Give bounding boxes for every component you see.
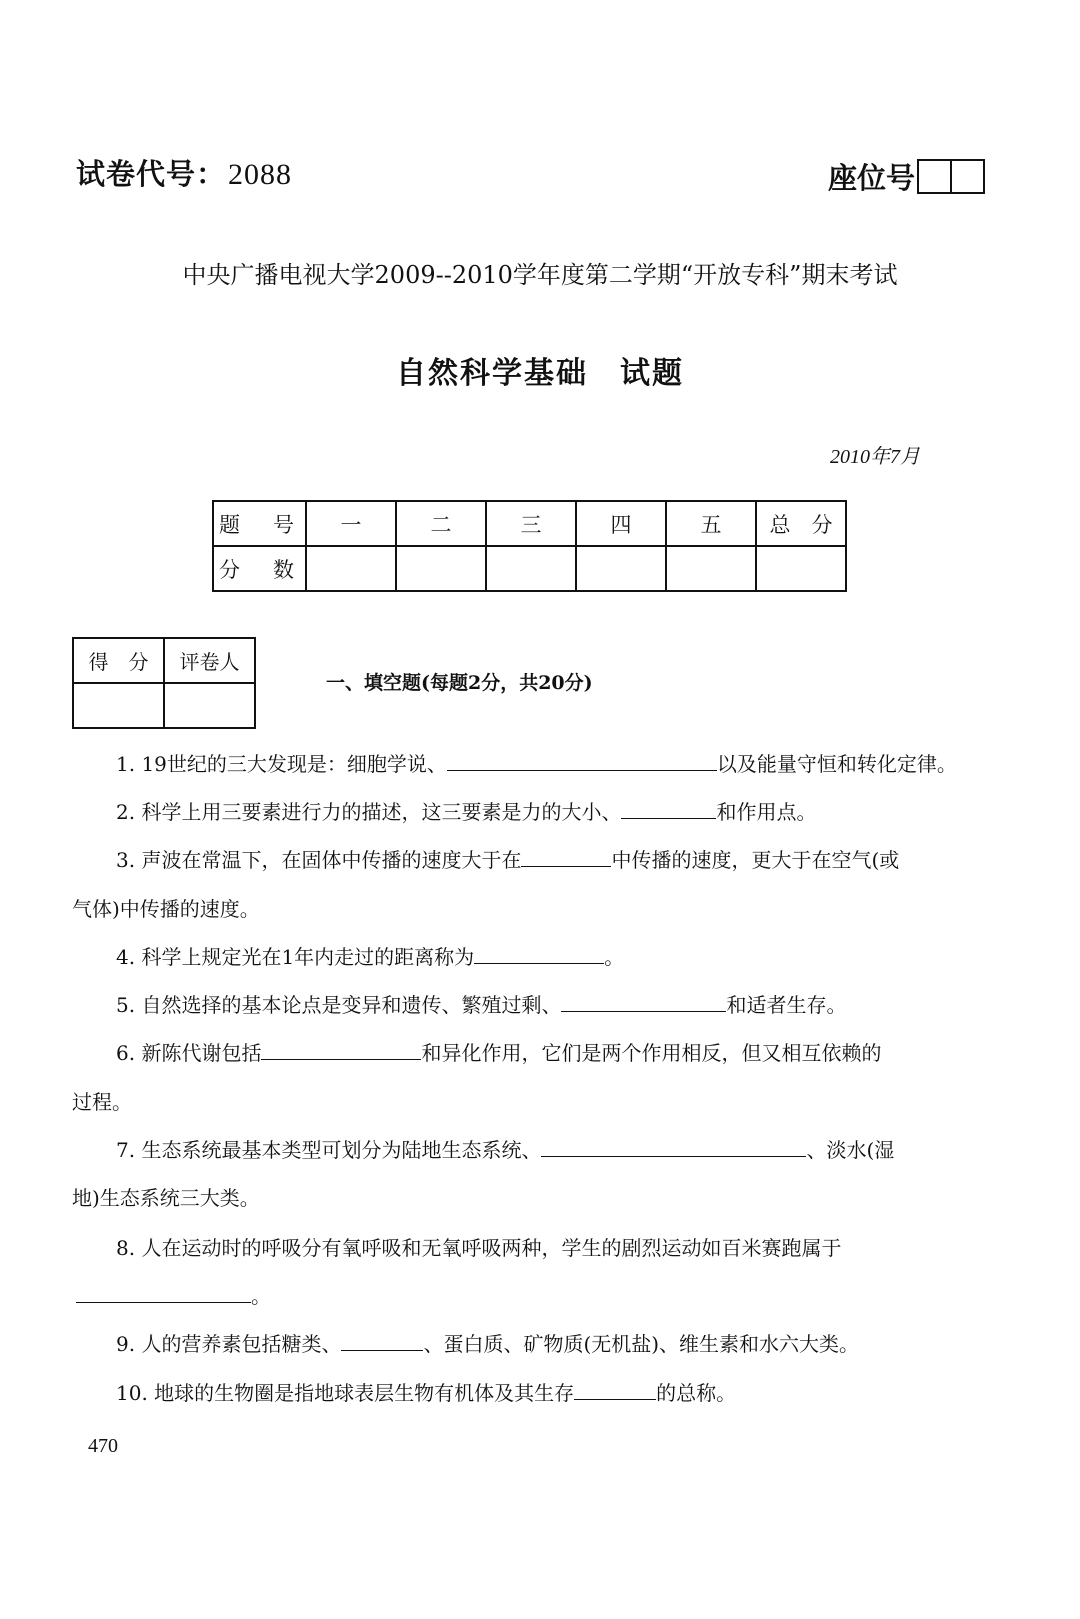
seat-boxes xyxy=(917,159,985,194)
question-text: 、淡水(湿 xyxy=(806,1138,895,1162)
question-6 xyxy=(116,1041,881,1065)
question-3-cont: 气体)中传播的速度。 xyxy=(72,897,260,921)
question-text: 。 xyxy=(604,945,625,969)
question-text: 中传播的速度，更大于在空气(或 xyxy=(611,848,900,872)
seat-box[interactable] xyxy=(917,159,952,194)
seat-box[interactable] xyxy=(952,159,985,194)
question-text: 9. 人的营养素包括糖类、 xyxy=(116,1332,342,1356)
question-text: 7. 生态系统最基本类型可划分为陆地生态系统、 xyxy=(116,1138,542,1162)
score-table-col: 五 xyxy=(666,501,756,546)
question-text: 。 xyxy=(251,1284,271,1308)
grader-name-label: 评卷人 xyxy=(164,638,255,683)
question-text: 2. 科学上用三要素进行力的描述，这三要素是力的大小、 xyxy=(116,800,622,824)
score-cell[interactable] xyxy=(666,546,756,591)
answer-blank[interactable] xyxy=(561,993,726,1012)
answer-blank[interactable] xyxy=(447,752,717,771)
question-text: 10. 地球的生物圈是指地球表层生物有机体及其生存 xyxy=(116,1381,575,1405)
grader-name-cell[interactable] xyxy=(164,683,255,728)
question-3 xyxy=(116,848,899,872)
seat-label: 座位号 xyxy=(828,161,916,195)
answer-blank[interactable] xyxy=(341,1332,423,1351)
answer-blank[interactable] xyxy=(541,1138,806,1157)
question-text: 和适者生存。 xyxy=(726,993,847,1017)
paper-code xyxy=(76,152,292,193)
answer-blank[interactable] xyxy=(621,800,716,819)
question-text: 3. 声波在常温下，在固体中传播的速度大于在 xyxy=(116,848,522,872)
score-table-col: 二 xyxy=(396,501,486,546)
score-table-col: 四 xyxy=(576,501,666,546)
question-text: 、蛋白质、矿物质(无机盐)、维生素和水六大类。 xyxy=(423,1332,860,1356)
score-cell[interactable] xyxy=(306,546,396,591)
question-text: 5. 自然选择的基本论点是变异和遗传、繁殖过剩、 xyxy=(116,993,562,1017)
paper-code-label: 试卷代号： xyxy=(76,157,227,191)
question-text: 的总称。 xyxy=(656,1381,737,1405)
question-8: 8. 人在运动时的呼吸分有氧呼吸和无氧呼吸两种，学生的剧烈运动如百米赛跑属于 xyxy=(116,1236,842,1260)
question-text: 6. 新陈代谢包括 xyxy=(116,1041,262,1065)
page-number: 470 xyxy=(88,1435,118,1457)
score-table-col: 总 分 xyxy=(756,501,846,546)
question-8-cont xyxy=(76,1284,271,1308)
seat-number xyxy=(828,156,985,197)
question-text: 以及能量守恒和转化定律。 xyxy=(716,752,957,776)
score-table-row-label: 题 号 xyxy=(213,501,306,546)
answer-blank[interactable] xyxy=(76,1284,251,1303)
question-10 xyxy=(116,1381,736,1405)
exam-date: 2010年7月 xyxy=(830,446,920,468)
question-7 xyxy=(116,1138,894,1162)
score-table-row-label: 分 数 xyxy=(213,546,306,591)
question-9 xyxy=(116,1332,859,1356)
score-cell[interactable] xyxy=(576,546,666,591)
question-6-cont: 过程。 xyxy=(72,1090,132,1114)
question-4 xyxy=(116,945,624,969)
score-cell[interactable] xyxy=(396,546,486,591)
question-text: 和异化作用，它们是两个作用相反，但又相互依赖的 xyxy=(421,1041,882,1065)
score-cell[interactable] xyxy=(486,546,576,591)
score-table-col: 一 xyxy=(306,501,396,546)
answer-blank[interactable] xyxy=(574,1381,656,1400)
score-table-col: 三 xyxy=(486,501,576,546)
paper-code-value: 2088 xyxy=(228,158,293,191)
score-table xyxy=(212,500,847,592)
question-text: 4. 科学上规定光在1年内走过的距离称为 xyxy=(116,945,475,969)
score-table-header-row xyxy=(213,501,846,546)
university-line: 中央广播电视大学2009--2010学年度第二学期“开放专科”期末考试 xyxy=(182,261,898,289)
score-table-score-row xyxy=(213,546,846,591)
grader-score-label: 得 分 xyxy=(73,638,164,683)
answer-blank[interactable] xyxy=(521,848,611,867)
question-text: 1. 19世纪的三大发现是：细胞学说、 xyxy=(116,752,447,776)
question-5 xyxy=(116,993,846,1017)
question-text: 和作用点。 xyxy=(716,800,817,824)
question-2 xyxy=(116,800,816,824)
section-title: 一、填空题(每题2分，共20分) xyxy=(326,672,593,694)
exam-title: 自然科学基础 试题 xyxy=(396,356,684,391)
question-7-cont: 地)生态系统三大类。 xyxy=(72,1186,260,1210)
question-1 xyxy=(116,752,957,776)
answer-blank[interactable] xyxy=(261,1041,421,1060)
grader-table xyxy=(72,637,256,729)
answer-blank[interactable] xyxy=(474,945,604,964)
grader-score-cell[interactable] xyxy=(73,683,164,728)
score-cell[interactable] xyxy=(756,546,846,591)
